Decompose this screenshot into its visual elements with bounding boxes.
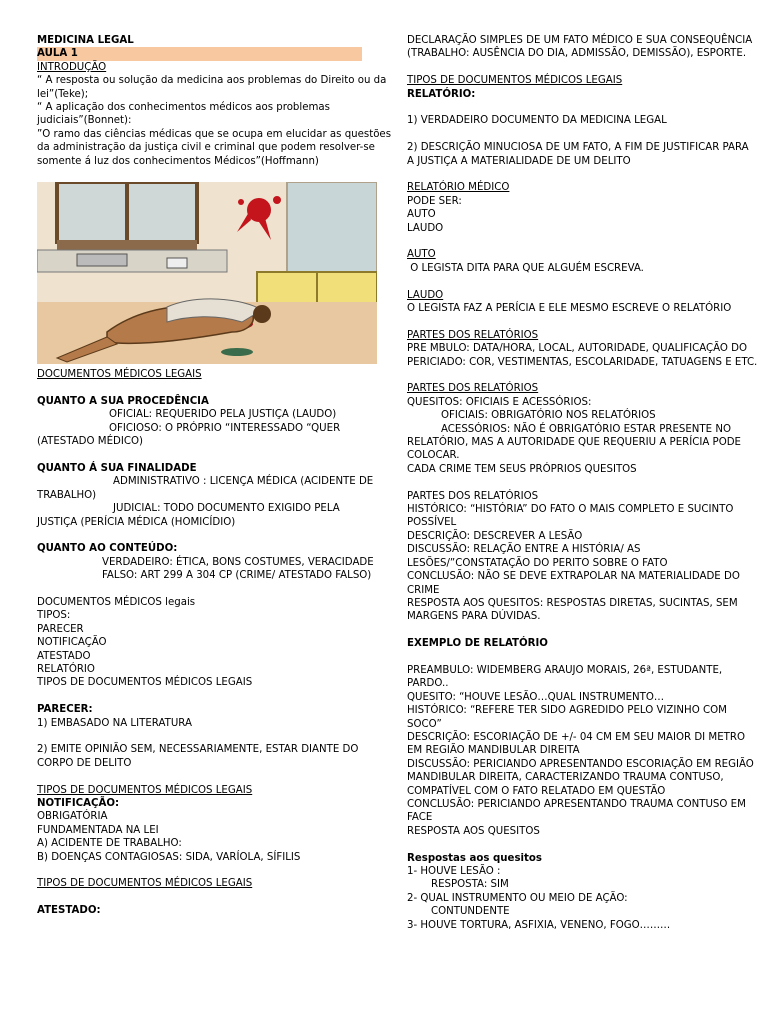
partes-line: DISCUSSÃO: RELAÇÃO ENTRE A HISTÓRIA/ AS — [407, 544, 641, 556]
intro-line: “ A aplicação dos conhecimentos médicos aos problemas — [37, 102, 330, 114]
quesitos-oficiais: OFICIAIS: OBRIGATÓRIO NOS RELATÓRIOS — [441, 410, 656, 422]
intro-line: judiciais”(Bonnet): — [37, 115, 132, 127]
finalidade-judicial: JUDICIAL: TODO DOCUMENTO EXIGIDO PELA — [113, 503, 340, 515]
tipos-heading: TIPOS DE DOCUMENTOS MÉDICOS LEGAIS — [407, 75, 623, 87]
conteudo-heading: QUANTO AO CONTEÚDO: — [37, 543, 178, 555]
quesitos-acessorios-cont: COLOCAR. — [407, 450, 460, 462]
exemplo-line: MANDIBULAR DIREITA, CARACTERIZANDO TRAUMA CONTUSO, — [407, 772, 724, 784]
partes-line: CRIME — [407, 584, 440, 596]
parecer-heading: PARECER: — [37, 704, 93, 716]
declaracao-line: (TRABALHO: AUSÊNCIA DO DIA, ADMISSÃO, DEMISSÃO), ESPORTE. — [407, 48, 747, 60]
partes-heading-plain: PARTES DOS RELATÓRIOS — [407, 490, 539, 502]
exemplo-line: COMPATÍVEL COM O FATO RELATADO EM QUESTÃO — [407, 785, 666, 797]
tipos-item: PARECER — [37, 623, 84, 635]
exemplo-line: PARDO.. — [407, 678, 449, 690]
notificacao-line: FUNDAMENTADA NA LEI — [37, 824, 159, 836]
exemplo-heading: EXEMPLO DE RELATÓRIO — [407, 638, 548, 650]
partes-line: RESPOSTA AOS QUESITOS: RESPOSTAS DIRETAS, SUCINTAS, SEM — [407, 597, 738, 609]
tipos-item: RELATÓRIO — [37, 663, 95, 675]
resposta-question: 1- HOUVE LESÃO : — [407, 866, 501, 877]
exemplo-line: HISTÓRICO: “REFERE TER SIDO AGREDIDO PELO VIZINHO COM — [407, 705, 727, 717]
partes-heading: PARTES DOS RELATÓRIOS — [407, 383, 539, 395]
partes-line: PRE MBULO: DATA/HORA, LOCAL, AUTORIDADE, QUALIFICAÇÃO DO — [407, 343, 748, 355]
exemplo-line: DISCUSSÃO: PERICIANDO APRESENTANDO ESCORIAÇÃO EM REGIÃO — [407, 758, 754, 770]
notificacao-line: OBRIGATÓRIA — [37, 811, 108, 823]
docs-heading: DOCUMENTOS MÉDICOS LEGAIS — [37, 369, 202, 381]
crime-scene-drawing — [37, 182, 377, 364]
intro-heading: INTRODUÇÃO — [37, 61, 107, 73]
relatorio-heading: RELATÓRIO: — [407, 88, 476, 100]
intro-line: ”O ramo das ciências médicas que se ocupa em elucidar as questões — [37, 128, 391, 140]
resposta-answer: RESPOSTA: SIM — [431, 879, 509, 891]
exemplo-line: FACE — [407, 812, 433, 824]
conteudo-falso: FALSO: ART 299 A 304 CP (CRIME/ ATESTADO FALSO) — [102, 570, 372, 582]
quesitos-line: QUESITOS: OFICIAIS E ACESSÓRIOS: — [407, 396, 592, 408]
relatorio-item-cont: A JUSTIÇA A MATERIALIDADE DE UM DELITO — [407, 155, 631, 167]
partes-line: HISTÓRICO: “HISTÓRIA” DO FATO O MAIS COMPLETO E SUCINTO — [407, 504, 734, 516]
partes-heading: PARTES DOS RELATÓRIOS — [407, 329, 539, 341]
conteudo-verdadeiro: VERDADEIRO: ÉTICA, BONS COSTUMES, VERACIDADE — [102, 556, 374, 568]
exemplo-line: DESCRIÇÃO: ESCORIAÇÃO DE +/- 04 CM EM SEU MAIOR DI METRO — [407, 731, 745, 743]
right-column — [407, 34, 758, 932]
parecer-item-cont: CORPO DE DELITO — [37, 757, 132, 769]
parecer-item: 1) EMBASADO NA LITERATURA — [37, 717, 192, 729]
quesitos-acessorios-cont: RELATÓRIO, MAS A AUTORIDADE QUE REQUERIU A PERÍCIA PODE — [407, 437, 741, 449]
tipos-heading: TIPOS DE DOCUMENTOS MÉDICOS LEGAIS — [37, 784, 253, 796]
relatorio-item: 1) VERDADEIRO DOCUMENTO DA MEDICINA LEGAL — [407, 115, 667, 127]
relatorio-medico-line: AUTO — [407, 209, 436, 221]
intro-line: “ A resposta ou solução da medicina aos problemas do Direito ou da — [37, 75, 387, 87]
doc-title: MEDICINA LEGAL — [37, 35, 134, 46]
relatorio-medico-line: PODE SER: — [407, 195, 462, 207]
crime-scene-illustration — [37, 182, 377, 364]
partes-line: DESCRIÇÃO: DESCREVER A LESÃO — [407, 530, 583, 542]
partes-line: LESÕES/”CONSTATAÇÃO DO PERITO SOBRE O FATO — [407, 557, 668, 569]
tipos-label: TIPOS: — [37, 610, 71, 622]
resposta-question: 2- QUAL INSTRUMENTO OU MEIO DE AÇÃO: — [407, 892, 628, 904]
atestado-heading: ATESTADO: — [37, 905, 101, 917]
quesitos-acessorios: ACESSÓRIOS: NÃO É OBRIGATÓRIO ESTAR PRESENTE NO — [441, 423, 731, 435]
partes-line: MARGENS PARA DÚVIDAS. — [407, 611, 541, 623]
tipos-footer: TIPOS DE DOCUMENTOS MÉDICOS LEGAIS — [37, 677, 253, 689]
procedencia-oficioso-cont: (ATESTADO MÉDICO) — [37, 436, 143, 448]
tipos-intro: DOCUMENTOS MÉDICOS legais — [37, 596, 196, 608]
lesson-label: AULA 1 — [37, 47, 362, 60]
laudo-heading: LAUDO — [407, 289, 444, 301]
procedencia-oficial: OFICIAL: REQUERIDO PELA JUSTIÇA (LAUDO) — [109, 409, 337, 421]
exemplo-line: SOCO” — [407, 718, 442, 730]
finalidade-admin-cont: TRABALHO) — [37, 489, 97, 501]
declaracao-line: DECLARAÇÃO SIMPLES DE UM FATO MÉDICO E SUA CONSEQUÊNCIA — [407, 35, 753, 46]
resposta-answer: CONTUNDENTE — [431, 906, 510, 918]
partes-line: PERICIADO: COR, VESTIMENTAS, ESCOLARIDADE, TATUAGENS E ETC. — [407, 356, 758, 368]
exemplo-line: PREAMBULO: WIDEMBERG ARAUJO MORAIS, 26ª, ESTUDANTE, — [407, 664, 723, 676]
relatorio-medico-line: LAUDO — [407, 222, 444, 234]
exemplo-line: CONCLUSÃO: PERICIANDO APRESENTANDO TRAUMA CONTUSO EM — [407, 798, 746, 810]
relatorio-medico-heading: RELATÓRIO MÉDICO — [407, 182, 510, 194]
left-column — [37, 34, 391, 918]
exemplo-line: QUESITO: “HOUVE LESÃO…QUAL INSTRUMENTO… — [407, 691, 665, 703]
intro-line: lei”(Teke); — [37, 88, 89, 100]
auto-heading: AUTO — [407, 249, 436, 261]
exemplo-line: RESPOSTA AOS QUESITOS — [407, 825, 540, 837]
procedencia-oficioso: OFICIOSO: O PRÓPRIO “INTERESSADO “QUER — [109, 422, 341, 434]
auto-text: O LEGISTA DITA PARA QUE ALGUÉM ESCREVA. — [407, 262, 644, 274]
notificacao-line: A) ACIDENTE DE TRABALHO: — [37, 838, 182, 850]
partes-line: CONCLUSÃO: NÃO SE DEVE EXTRAPOLAR NA MATERIALIDADE DO — [407, 571, 740, 583]
intro-line: somente á luz dos conhecimentos Médicos”(Hoffmann) — [37, 155, 319, 167]
partes-line: POSSÍVEL — [407, 517, 457, 529]
procedencia-heading: QUANTO A SUA PROCEDÊNCIA — [37, 395, 209, 407]
parecer-item: 2) EMITE OPINIÃO SEM, NECESSARIAMENTE, ESTAR DIANTE DO — [37, 744, 359, 756]
notificacao-line: B) DOENÇAS CONTAGIOSAS: SIDA, VARÍOLA, SÍFILIS — [37, 851, 301, 863]
finalidade-heading: QUANTO Á SUA FINALIDADE — [37, 462, 197, 474]
quesitos-crime: CADA CRIME TEM SEUS PRÓPRIOS QUESITOS — [407, 463, 637, 475]
resposta-question: 3- HOUVE TORTURA, ASFIXIA, VENENO, FOGO……… — [407, 919, 671, 931]
finalidade-admin: ADMINISTRATIVO : LICENÇA MÉDICA (ACIDENTE DE — [113, 476, 374, 488]
relatorio-item: 2) DESCRIÇÃO MINUCIOSA DE UM FATO, A FIM DE JUSTIFICAR PARA — [407, 142, 749, 154]
respostas-heading: Respostas aos quesitos — [407, 852, 542, 864]
tipos-item: NOTIFICAÇÃO — [37, 637, 107, 649]
exemplo-line: EM REGIÃO MANDIBULAR DIREITA — [407, 745, 580, 757]
finalidade-judicial-cont: JUSTIÇA (PERÍCIA MÉDICA (HOMICÍDIO) — [37, 516, 236, 528]
intro-line: da administração da justiça civil e criminal que podem resolver-se — [37, 142, 375, 154]
tipos-heading: TIPOS DE DOCUMENTOS MÉDICOS LEGAIS — [37, 878, 253, 890]
laudo-text: O LEGISTA FAZ A PERÍCIA E ELE MESMO ESCREVE O RELATÓRIO — [407, 303, 732, 315]
notificacao-heading: NOTIFICAÇÃO: — [37, 797, 120, 809]
tipos-item: ATESTADO — [37, 650, 91, 662]
